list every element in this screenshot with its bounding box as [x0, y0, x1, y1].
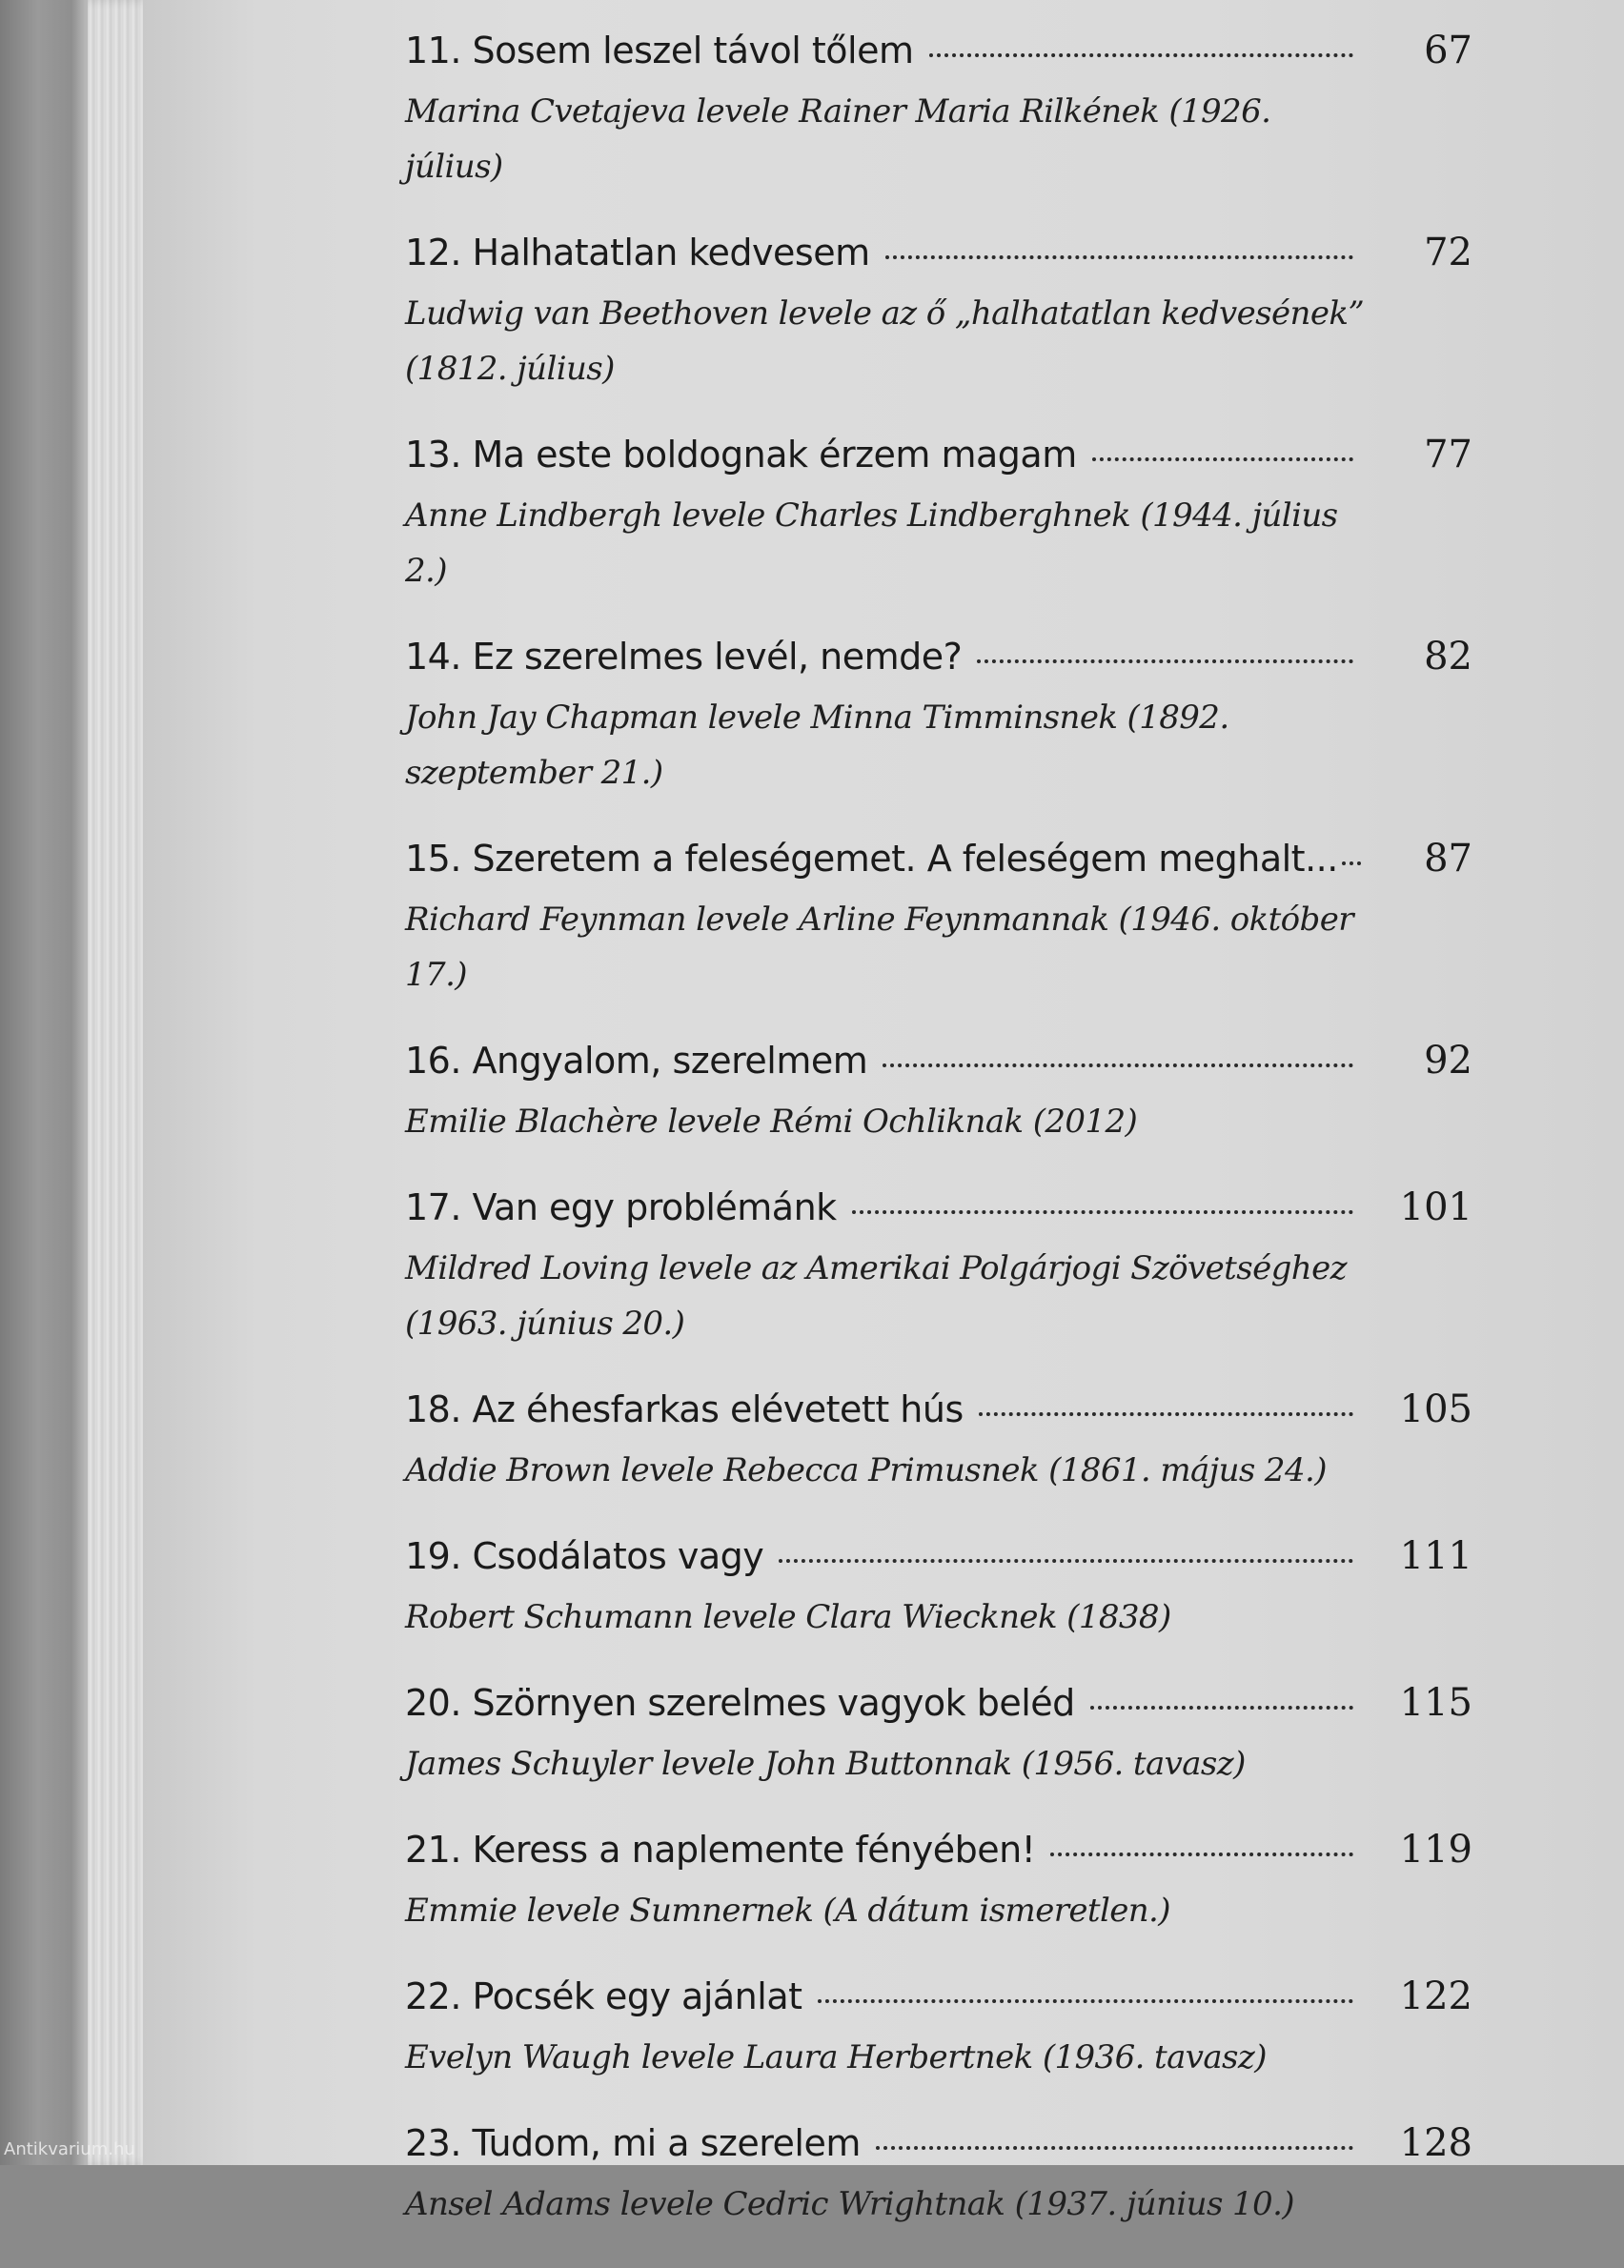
entry-subtitle: Emilie Blachère levele Rémi Ochliknak (2012) [405, 1103, 1138, 1141]
entry-subtitle: Emmie levele Sumnernek (A dátum ismeretlen.) [405, 1892, 1170, 1930]
toc-entry [405, 1681, 1472, 1792]
dot-leader [883, 1063, 1353, 1067]
entry-title: 15. Szeretem a feleségemet. A feleségem meghalt... [405, 838, 1338, 880]
entry-title: 21. Keress a naplemente fényében! [405, 1829, 1036, 1871]
page-number: 119 [1399, 1828, 1472, 1872]
page-number: 67 [1424, 29, 1472, 72]
page-number: 105 [1399, 1387, 1472, 1431]
page-number: 87 [1424, 837, 1472, 881]
entry-subtitle: Mildred Loving levele az Amerikai Polgárjogi Szövetséghez (1963. június 20.) [405, 1249, 1347, 1343]
entry-title: 13. Ma este boldognak érzem magam [405, 434, 1077, 476]
entry-title: 12. Halhatatlan kedvesem [405, 232, 870, 273]
entry-subtitle: John Jay Chapman levele Minna Timminsnek (1892. szeptember 21.) [405, 699, 1229, 792]
entry-subtitle: James Schuyler levele John Buttonnak (1956. tavasz) [405, 1745, 1246, 1783]
entry-subtitle: Ludwig van Beethoven levele az ő „halhatatlan kedvesének” (1812. július) [405, 294, 1365, 388]
entry-subtitle: Marina Cvetajeva levele Rainer Maria Rilkének (1926. július) [405, 92, 1271, 186]
toc-entry [405, 1534, 1472, 1645]
toc-entry [405, 1039, 1472, 1149]
page-number: 101 [1399, 1185, 1472, 1229]
entry-title: 19. Csodálatos vagy [405, 1535, 764, 1577]
entry-title: 17. Van egy problémánk [405, 1186, 837, 1228]
page-number: 115 [1399, 1681, 1472, 1725]
entry-subtitle: Ansel Adams levele Cedric Wrightnak (1937. június 10.) [405, 2185, 1294, 2223]
page-number: 77 [1424, 433, 1472, 476]
dot-leader [818, 1999, 1354, 2003]
entry-title: 18. Az éhesfarkas elévetett hús [405, 1388, 964, 1430]
table-of-contents [405, 29, 1472, 2268]
entry-subtitle: Addie Brown levele Rebecca Primusnek (1861. május 24.) [405, 1451, 1327, 1489]
entry-subtitle: Evelyn Waugh levele Laura Herbertnek (1936. tavasz) [405, 2038, 1267, 2076]
entry-title: 16. Angyalom, szerelmem [405, 1040, 868, 1082]
toc-entry [405, 231, 1472, 396]
toc-entry [405, 1387, 1472, 1498]
entry-subtitle: Robert Schumann levele Clara Wiecknek (1838) [405, 1598, 1171, 1636]
entry-subtitle: Anne Lindbergh levele Charles Lindberghnek (1944. július 2.) [405, 496, 1338, 590]
entry-title: 23. Tudom, mi a szerelem [405, 2122, 861, 2164]
dot-leader [1050, 1853, 1353, 1856]
entry-title: 20. Szörnyen szerelmes vagyok beléd [405, 1682, 1075, 1724]
page-number: 122 [1399, 1974, 1472, 2018]
page-number: 92 [1424, 1039, 1472, 1083]
dot-leader [977, 659, 1353, 663]
toc-entry [405, 1185, 1472, 1351]
dot-leader [779, 1559, 1353, 1563]
page-number: 111 [1399, 1534, 1472, 1578]
toc-entry [405, 29, 1472, 194]
entry-title: 22. Pocsék egy ajánlat [405, 1975, 802, 2017]
entry-title: 14. Ez szerelmes levél, nemde? [405, 636, 963, 678]
toc-entry [405, 635, 1472, 800]
toc-entry [405, 2121, 1472, 2232]
toc-entry [405, 433, 1472, 598]
dot-leader [852, 1210, 1353, 1214]
dot-leader [1092, 457, 1353, 461]
page-number: 128 [1399, 2121, 1472, 2165]
dot-leader [979, 1412, 1353, 1416]
dot-leader [885, 255, 1353, 259]
entry-subtitle: Richard Feynman levele Arline Feynmannak (1946. október 17.) [405, 901, 1353, 994]
entry-title: 11. Sosem leszel távol tőlem [405, 30, 914, 71]
dot-leader [929, 53, 1353, 57]
page-number: 82 [1424, 635, 1472, 678]
dot-leader [876, 2146, 1353, 2150]
watermark-text: Antikvarium.hu [4, 2139, 135, 2159]
toc-entry [405, 1828, 1472, 1938]
dot-leader [1342, 861, 1361, 865]
toc-entry [405, 837, 1472, 1002]
toc-entry [405, 1974, 1472, 2085]
dot-leader [1090, 1706, 1353, 1710]
page-number: 72 [1424, 231, 1472, 274]
